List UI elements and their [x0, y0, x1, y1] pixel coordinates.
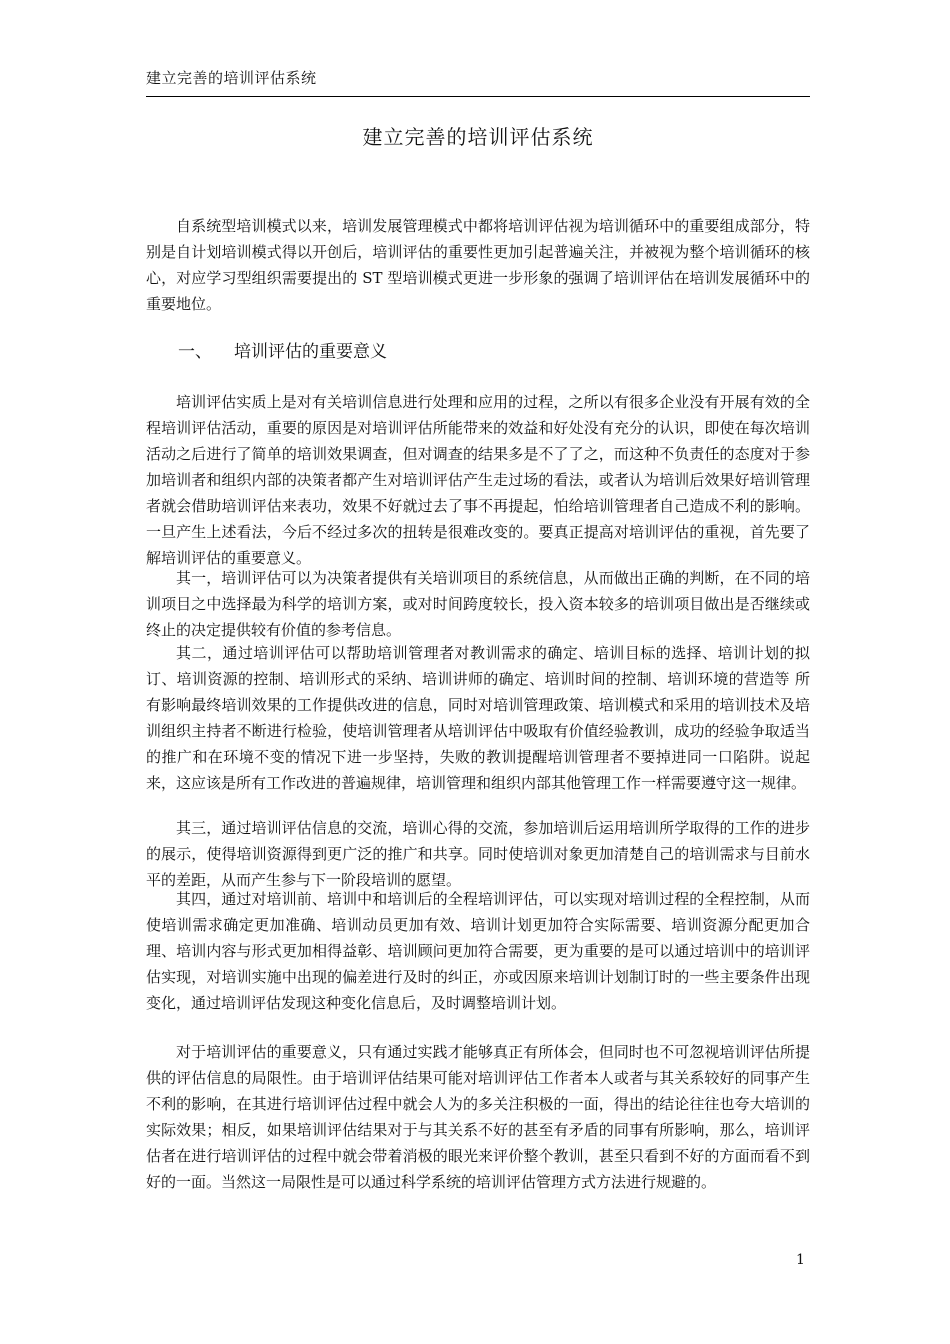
document-title: 建立完善的培训评估系统: [362, 125, 594, 149]
section-number: 一、: [178, 342, 212, 362]
body-paragraph: 其二，通过培训评估可以帮助培训管理者对教训需求的确定、培训目标的选择、培训计划的拟订、培训资源的控制、培训形式的采纳、培训讲师的确定、培训时间的控制、培训环境的营造等 所有影响最终培训效果的工作提供改进的信息，同时对培训管理政策、培训模式和采用的培训技术及培训组织主持者不断进行检验，使培训管理者从培训评估中吸取有价值经验教训，成功的经验争取适当的推广和在环境不变的情况下进一步坚持，失败的教训提醒培训管理者不要掉进同一口陷阱。说起来，这应该是所有工作改进的普遍规律，培训管理和组织内部其他管理工作一样需要遵守这一规律。: [146, 644, 810, 792]
page-number: 1: [796, 1252, 805, 1268]
header-rule: [146, 96, 810, 97]
body-paragraph: 其一，培训评估可以为决策者提供有关培训项目的系统信息，从而做出正确的判断，在不同的培训项目之中选择最为科学的培训方案，或对时间跨度较长，投入资本较多的培训项目做出是否继续或终止的决定提供较有价值的参考信息。: [146, 569, 810, 639]
intro-paragraph: 自系统型培训模式以来，培训发展管理模式中都将培训评估视为培训循环中的重要组成部分，特别是自计划培训模式得以开创后，培训评估的重要性更加引起普遍关注，并被视为整个培训循环的核心，对应学习型组织需要提出的 ST 型培训模式更进一步形象的强调了培训评估在培训发展循环中的重要地位。: [146, 217, 810, 313]
running-header: 建立完善的培训评估系统: [146, 69, 317, 87]
body-paragraph: 其三，通过培训评估信息的交流，培训心得的交流，参加培训后运用培训所学取得的工作的进步的展示，使得培训资源得到更广泛的推广和共享。同时使培训对象更加清楚自己的培训需求与目前水平的差距，从而产生参与下一阶段培训的愿望。: [146, 819, 810, 889]
section-heading: [178, 340, 387, 364]
body-paragraph: 其四，通过对培训前、培训中和培训后的全程培训评估，可以实现对培训过程的全程控制，从而使培训需求确定更加准确、培训动员更加有效、培训计划更加符合实际需要、培训资源分配更加合理、培训内容与形式更加相得益彰、培训顾问更加符合需要，更为重要的是可以通过培训中的培训评估实现，对培训实施中出现的偏差进行及时的纠正，亦或因原来培训计划制订时的一些主要条件出现变化，通过培训评估发现这种变化信息后，及时调整培训计划。: [146, 890, 810, 1012]
section-title: 培训评估的重要意义: [234, 342, 387, 362]
body-paragraph: 培训评估实质上是对有关培训信息进行处理和应用的过程，之所以有很多企业没有开展有效的全程培训评估活动，重要的原因是对培训评估所能带来的效益和好处没有充分的认识，即使在每次培训活动之后进行了简单的培训效果调查，但对调查的结果多是不了了之，而这种不负责任的态度对于参加培训者和组织内部的决策者都产生对培训评估产生走过场的看法，或者认为培训后效果好培训管理者就会借助培训评估来表功，效果不好就过去了事不再提起，怕给培训管理者自己造成不利的影响。一旦产生上述看法，今后不经过多次的扭转是很难改变的。要真正提高对培训评估的重视，首先要了解培训评估的重要意义。: [146, 393, 810, 567]
body-paragraph: 对于培训评估的重要意义，只有通过实践才能够真正有所体会，但同时也不可忽视培训评估所提供的评估信息的局限性。由于培训评估结果可能对培训评估工作者本人或者与其关系较好的同事产生不利的影响，在其进行培训评估过程中就会人为的多关注积极的一面，得出的结论往往也夸大培训的实际效果；相反，如果培训评估结果对于与其关系不好的甚至有矛盾的同事有所影响，那么，培训评估者在进行培训评估的过程中就会带着消极的眼光来评价整个教训，甚至只看到不好的方面而看不到好的一面。当然这一局限性是可以通过科学系统的培训评估管理方式方法进行规避的。: [146, 1043, 810, 1191]
